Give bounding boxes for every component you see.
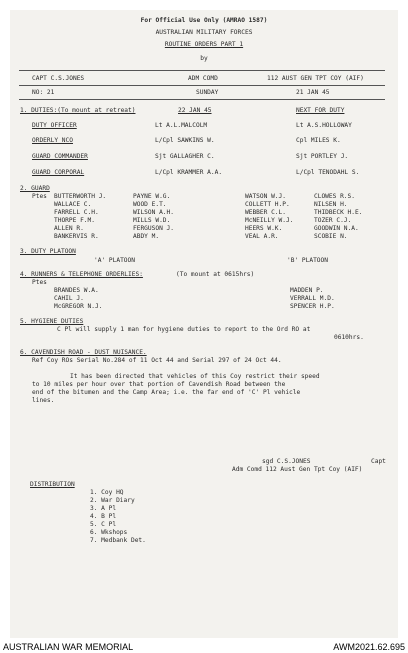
- runners-heading: 4. RUNNERS & TELEPHONE ORDERLIES:: [20, 271, 143, 278]
- distribution-item: 5. C Pl: [90, 521, 117, 528]
- guard-member: GOODWIN N.A.: [314, 225, 359, 232]
- distribution-item: 4. B Pl: [90, 513, 117, 520]
- guard-member: WATSON W.J.: [245, 193, 286, 200]
- distribution-item: 7. Medbank Det.: [90, 537, 146, 544]
- platoon-b: 'B' PLATOON: [287, 257, 328, 264]
- duty-next: Cpl MILES K.: [296, 137, 341, 144]
- guard-member: SCOBIE N.: [314, 233, 348, 240]
- guard-member: PAYNE W.G.: [133, 193, 171, 200]
- guard-member: WOOD E.T.: [133, 201, 167, 208]
- footer-institution: AUSTRALIAN WAR MEMORIAL: [3, 642, 134, 652]
- guard-member: THIDBECK H.E.: [314, 209, 363, 216]
- guard-member: BUTTERWORTH J.: [54, 193, 107, 200]
- cavendish-text: end of the bitumen and the Camp Area; i.e. the far end of 'C' Pl vehicle: [32, 389, 301, 396]
- header-rule-top: [19, 70, 385, 71]
- guard-member: BANKERVIS R.: [54, 233, 99, 240]
- runner-name: VERRALL M.D.: [290, 295, 335, 302]
- guard-member: McNEILLY W.J.: [245, 217, 294, 224]
- hygiene-text: C Pl will supply 1 man for hygiene duties to report to the Ord RO at: [57, 326, 311, 333]
- guard-member: VEAL A.R.: [245, 233, 279, 240]
- duty-name: Lt A.L.MALCOLM: [155, 122, 208, 129]
- runner-name: CAHIL J.: [54, 295, 84, 302]
- distribution-heading: DISTRIBUTION: [30, 481, 75, 488]
- distribution-item: 1. Coy HQ: [90, 489, 124, 496]
- distribution-item: 2. War Diary: [90, 497, 135, 504]
- signature-rank: Capt: [371, 458, 386, 465]
- signature-appointment: Adm Comd 112 Aust Gen Tpt Coy (AIF): [232, 466, 363, 473]
- duty-name: Sjt GALLAGHER C.: [155, 153, 215, 160]
- order-number: NO: 21: [32, 89, 55, 96]
- duties-date: 22 JAN 45: [178, 107, 212, 114]
- guard-member: WALLACE C.: [54, 201, 92, 208]
- cavendish-text: It has been directed that vehicles of this Coy restrict their speed: [70, 373, 320, 380]
- cavendish-reference: Ref Coy ROs Serial No.284 of 11 Oct 44 and Serial 297 of 24 Oct 44.: [32, 357, 282, 364]
- guard-member: FARRELL C.H.: [54, 209, 99, 216]
- duties-heading: 1. DUTIES:(To mount at retreat): [20, 107, 136, 114]
- duty-role: GUARD COMMANDER: [32, 153, 88, 160]
- guard-member: MILLS W.D.: [133, 217, 171, 224]
- guard-member: ABDY M.: [133, 233, 160, 240]
- duty-role: GUARD CORPORAL: [32, 169, 85, 176]
- duty-name: L/Cpl KRAMMER A.A.: [155, 169, 223, 176]
- guard-member: COLLETT H.P.: [245, 201, 290, 208]
- document-title: ROUTINE ORDERS PART 1: [164, 41, 244, 48]
- hygiene-heading: 5. HYGIENE DUTIES: [20, 318, 84, 325]
- unit-name: 112 AUST GEN TPT COY (AIF): [267, 75, 364, 82]
- guard-member: TOZER C.J.: [314, 217, 352, 224]
- runner-name: MADDEN P.: [290, 287, 324, 294]
- runner-name: BRANDES W.A.: [54, 287, 99, 294]
- cavendish-heading: 6. CAVENDISH ROAD - DUST NUISANCE.: [20, 349, 147, 356]
- hygiene-text-time: 0610hrs.: [334, 334, 364, 341]
- distribution-item: 6. Wkshops: [90, 529, 128, 536]
- duty-name: L/Cpl SAWKINS W.: [155, 137, 215, 144]
- header-rule-middle: [19, 85, 385, 86]
- guard-prefix: Ptes: [32, 193, 47, 200]
- duty-next: Sjt PORTLEY J.: [296, 153, 349, 160]
- duty-next: L/Cpl TENODAHL S.: [296, 169, 360, 176]
- signature-name: sgd C.S.JONES: [262, 458, 311, 465]
- by-line: by: [200, 55, 208, 62]
- platoon-a: 'A' PLATOON: [94, 257, 135, 264]
- runners-prefix: Ptes: [32, 279, 47, 286]
- guard-member: THORPE F.M.: [54, 217, 95, 224]
- distribution-item: 3. A Pl: [90, 505, 117, 512]
- order-day: SUNDAY: [196, 89, 219, 96]
- duty-role: ORDERLY NCO: [32, 137, 73, 144]
- duty-role: DUTY OFFICER: [32, 122, 77, 129]
- guard-heading: 2. GUARD: [20, 185, 50, 192]
- guard-member: NILSEN H.: [314, 201, 348, 208]
- guard-member: CLOWES R.S.: [314, 193, 355, 200]
- cavendish-text: to 10 miles per hour over that portion of Cavendish Road between the: [32, 381, 286, 388]
- runners-mount-time: (To mount at 0615hrs): [176, 271, 255, 278]
- force-line: AUSTRALIAN MILITARY FORCES: [155, 29, 253, 36]
- order-date: 21 JAN 45: [296, 89, 330, 96]
- guard-member: WEBBER C.L.: [245, 209, 286, 216]
- guard-member: HEERS W.K.: [245, 225, 283, 232]
- issuer: CAPT C.S.JONES: [32, 75, 85, 82]
- guard-member: WILSON A.H.: [133, 209, 174, 216]
- next-for-duty-heading: NEXT FOR DUTY: [296, 107, 345, 114]
- guard-member: FERGUSON J.: [133, 225, 174, 232]
- runner-name: SPENCER H.P.: [290, 303, 335, 310]
- footer-accession-number: AWM2021.62.695: [333, 642, 405, 652]
- duty-platoon-heading: 3. DUTY PLATOON: [20, 248, 76, 255]
- duty-next: Lt A.S.HOLLOWAY: [296, 122, 352, 129]
- runner-name: McGREGOR N.J.: [54, 303, 103, 310]
- cavendish-text: lines.: [32, 397, 55, 404]
- header-rule-bottom: [19, 99, 385, 100]
- classification-line: For Official Use Only (AMRAO 1587): [140, 17, 268, 24]
- guard-member: ALLEN R.: [54, 225, 84, 232]
- appointment: ADM COMD: [188, 75, 218, 82]
